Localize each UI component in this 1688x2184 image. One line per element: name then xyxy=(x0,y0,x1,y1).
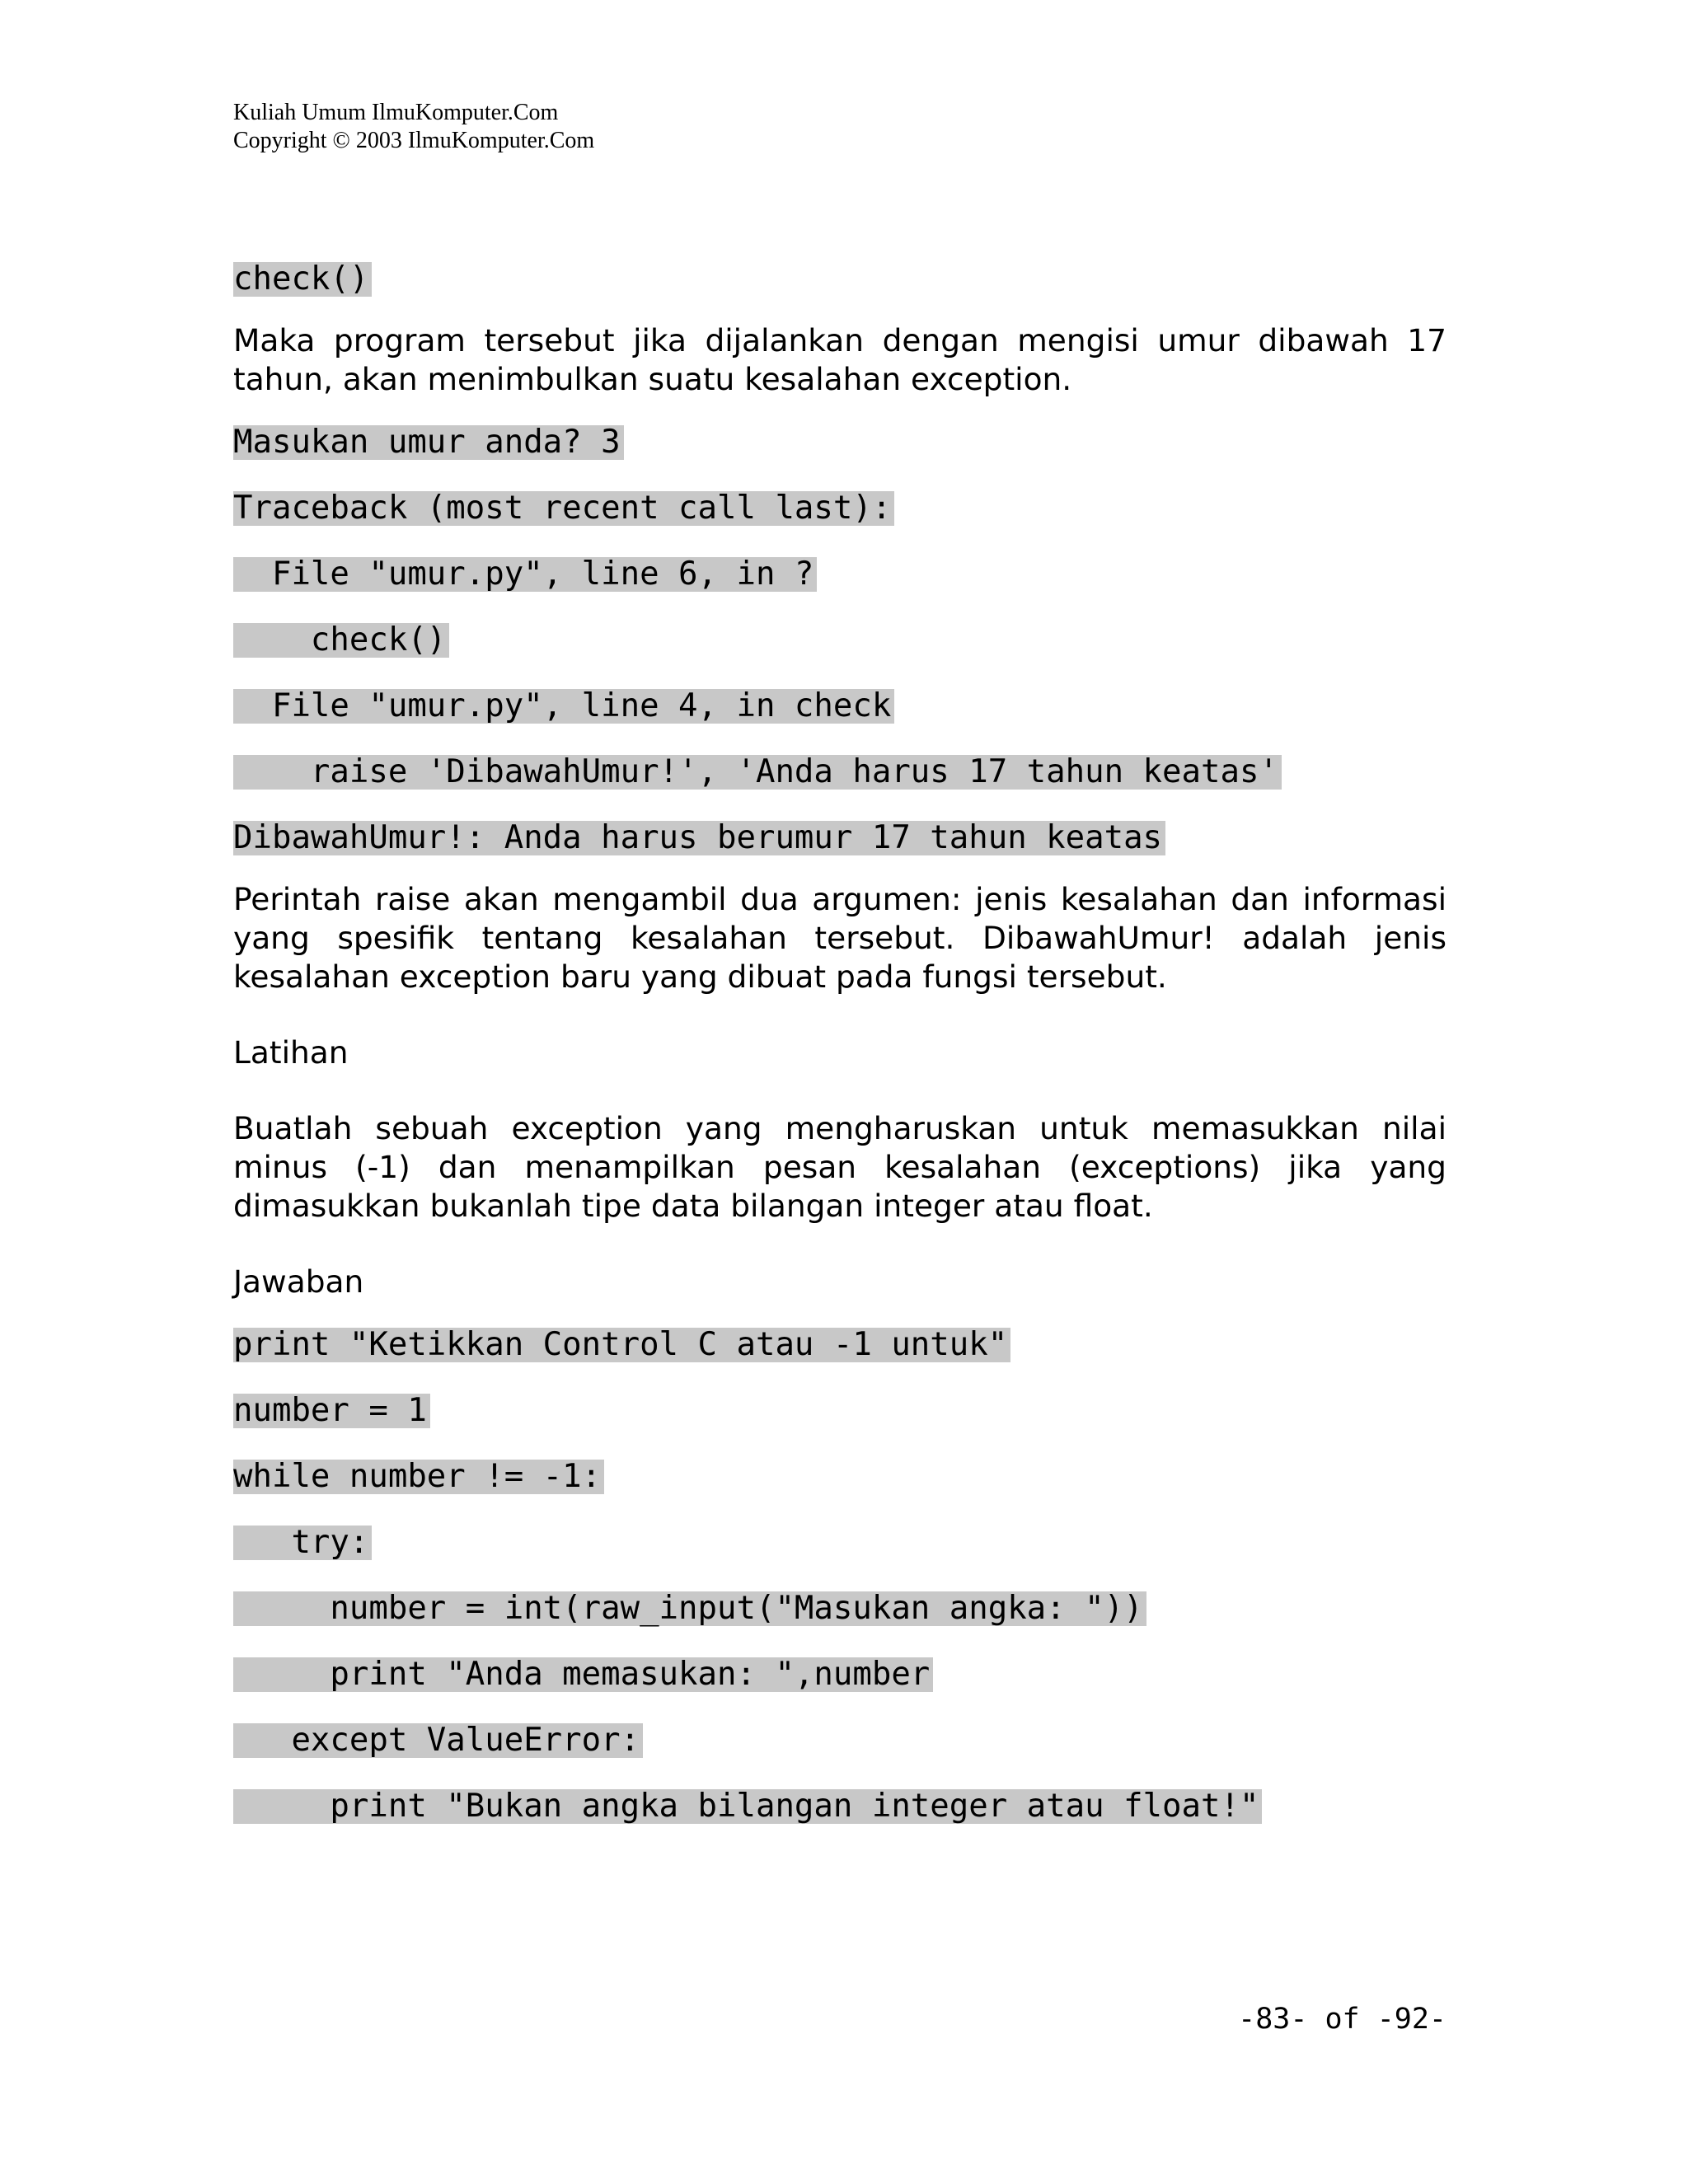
code-line: Traceback (most recent call last): xyxy=(233,485,1447,551)
page-number: -83- of -92- xyxy=(1238,2003,1447,2036)
code-line: Masukan umur anda? 3 xyxy=(233,419,1447,485)
heading-jawaban: Jawaban xyxy=(233,1263,364,1300)
paragraph-exception-intro: Maka program tersebut jika dijalankan dengan mengisi umur dibawah 17 tahun, akan menimbulkan suatu kesalahan exception. xyxy=(233,322,1447,397)
paragraph-raise-explanation: Perintah raise akan mengambil dua argumen: jenis kesalahan dan informasi yang spesifik tentang kesalahan tersebut. DibawahUmur! adalah jenis kesalahan exception baru yang dibuat pada fungsi tersebut. xyxy=(233,881,1447,995)
header-course-title: Kuliah Umum IlmuKomputer.Com xyxy=(233,100,559,125)
code-line: check() xyxy=(233,616,1447,682)
page-header xyxy=(233,99,594,155)
code-line: except ValueError: xyxy=(233,1717,1447,1783)
code-line: check() xyxy=(233,255,1447,321)
header-copyright: Copyright © 2003 IlmuKomputer.Com xyxy=(233,128,595,153)
code-block-traceback xyxy=(233,419,1447,880)
code-line: number = int(raw_input("Masukan angka: ")) xyxy=(233,1585,1447,1651)
code-line: try: xyxy=(233,1519,1447,1585)
heading-latihan: Latihan xyxy=(233,1034,349,1071)
code-line: number = 1 xyxy=(233,1387,1447,1453)
code-line: File "umur.py", line 6, in ? xyxy=(233,551,1447,616)
code-block-answer xyxy=(233,1321,1447,1849)
paragraph-exercise: Buatlah sebuah exception yang mengharuskan untuk memasukkan nilai minus (-1) dan menampilkan pesan kesalahan (exceptions) jika yang dimasukkan bukanlah tipe data bilangan integer atau float. xyxy=(233,1110,1447,1224)
code-line: DibawahUmur!: Anda harus berumur 17 tahun keatas xyxy=(233,814,1447,880)
code-block-check-call xyxy=(233,255,1447,321)
code-line: raise 'DibawahUmur!', 'Anda harus 17 tahun keatas' xyxy=(233,748,1447,814)
code-line: while number != -1: xyxy=(233,1453,1447,1519)
code-line: print "Ketikkan Control C atau -1 untuk" xyxy=(233,1321,1447,1387)
code-line: print "Bukan angka bilangan integer atau float!" xyxy=(233,1783,1447,1849)
code-line: File "umur.py", line 4, in check xyxy=(233,682,1447,748)
code-line: print "Anda memasukan: ",number xyxy=(233,1651,1447,1717)
page-content xyxy=(233,255,1447,1849)
